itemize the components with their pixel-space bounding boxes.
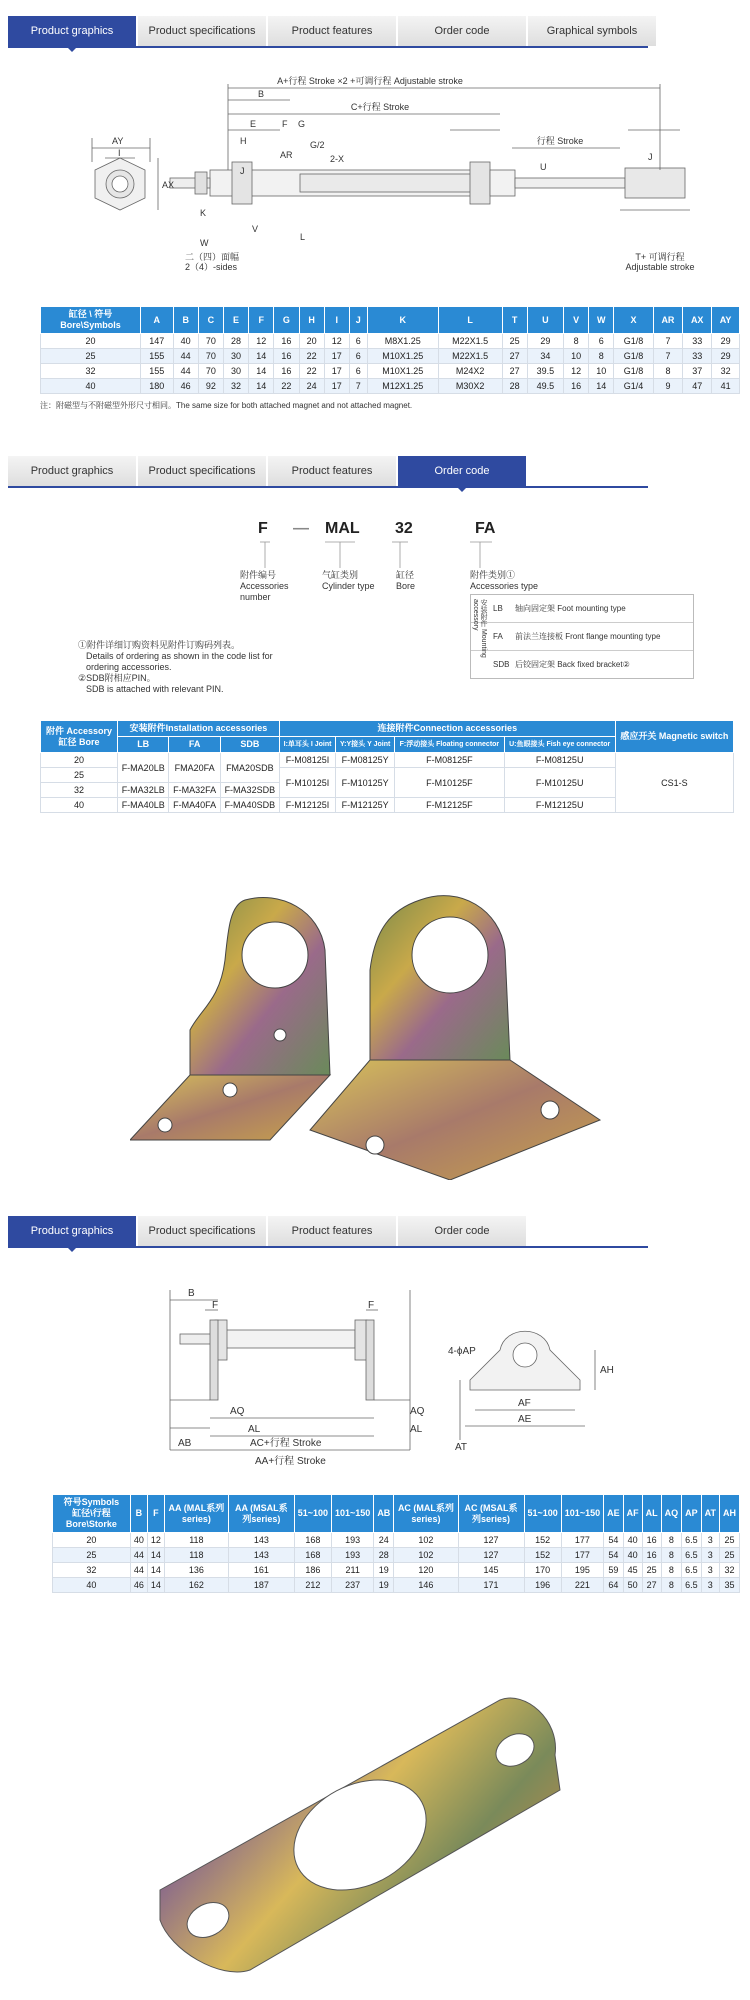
label-2x: 2-X bbox=[330, 154, 345, 164]
label-ay: AY bbox=[112, 136, 124, 146]
code-dash: — bbox=[293, 520, 309, 537]
code-type: FA bbox=[475, 520, 496, 537]
sides-note-en: 2（4）-sides bbox=[185, 262, 238, 272]
tab-order-code[interactable]: Order code bbox=[398, 456, 528, 486]
code-accessory: F bbox=[258, 520, 268, 537]
col-a: A bbox=[140, 307, 173, 334]
col-g: G bbox=[274, 307, 299, 334]
tab-order-code[interactable]: Order code bbox=[398, 1216, 528, 1246]
col-v: V bbox=[564, 307, 589, 334]
label-at: AT bbox=[455, 1442, 468, 1453]
table-row: 25 155 44 70 30 14 16 22 17 6 M10X1.25 M22X1.5 27 34 10 8 G1/8 7 33 29 bbox=[41, 349, 740, 364]
label-accessory-type: 附件类别① Accessories type bbox=[470, 570, 539, 591]
tab-product-specifications[interactable]: Product specifications bbox=[138, 1216, 268, 1246]
tab-underline bbox=[8, 46, 648, 48]
label-al-left: AL bbox=[248, 1424, 261, 1435]
magnetic-switch-value: CS1-S bbox=[615, 753, 733, 813]
label-4-ap: 4-ϕAP bbox=[448, 1346, 476, 1357]
code-leader-lines bbox=[240, 538, 520, 574]
col-t: T bbox=[502, 307, 527, 334]
label-f: F bbox=[282, 119, 288, 129]
tab-graphical-symbols[interactable]: Graphical symbols bbox=[528, 16, 658, 46]
tab-product-graphics[interactable]: Product graphics bbox=[8, 16, 138, 46]
col-w: W bbox=[589, 307, 614, 334]
col-ax: AX bbox=[683, 307, 712, 334]
col-f: F bbox=[249, 307, 274, 334]
label-h: H bbox=[240, 136, 247, 146]
label-cylinder-type: 气缸类别 Cylinder type bbox=[322, 570, 375, 591]
dimension-table bbox=[40, 306, 740, 394]
label-aa-stroke: AA+行程 Stroke bbox=[255, 1456, 326, 1467]
col-l: L bbox=[438, 307, 502, 334]
accessory-code-table: 附件 Accessory 缸径 Bore 安装附件Installation accessories 连接附件Connection accessories 感应开关 Magnetic switch LB FA SDB I:单耳头 I Joint Y:Y接头 Y Joint F:浮动接头 Floating connector U:鱼眼接头 Fish eye connector 20 F-MA20LB FMA20FA FMA20SDB F-M08125I F-M08125Y F-M08125F F-M08125U CS1-S 25 F-M10125I F-M10125Y F-M10125F F-M10125U 32 F-MA32LB F-MA32FA F-MA32SDB 40 F-MA40LB F-MA40FA F-MA40SDB F-M12125I F-M12125Y F-M12125F F-M12125U bbox=[40, 720, 734, 813]
label-ax: AX bbox=[162, 180, 175, 190]
label-accessory-number: 附件编号 Accessories number bbox=[240, 570, 289, 602]
label-f-left: F bbox=[212, 1300, 219, 1311]
label-w: W bbox=[200, 238, 209, 248]
table-row: 40 F-MA40LB F-MA40FA F-MA40SDB F-M12125I F-M12125Y F-M12125F F-M12125U bbox=[41, 798, 734, 813]
label-af: AF bbox=[518, 1398, 531, 1409]
label-u: U bbox=[540, 162, 547, 172]
mounting-accessory-label: 安装附件 Mounting accessory bbox=[472, 599, 487, 658]
label-ac-stroke: AC+行程 Stroke bbox=[250, 1438, 322, 1449]
table-row: 25 F-M10125I F-M10125Y F-M10125F F-M10125U bbox=[41, 768, 734, 783]
tab-product-features[interactable]: Product features bbox=[268, 456, 398, 486]
tab-product-features[interactable]: Product features bbox=[268, 1216, 398, 1246]
table-row: 40 180 46 92 32 14 22 24 17 7 M12X1.25 M30X2 28 49.5 16 14 G1/4 9 47 41 bbox=[41, 379, 740, 394]
label-v: V bbox=[252, 224, 259, 234]
tab-underline bbox=[8, 486, 648, 488]
header-installation: 安装附件Installation accessories bbox=[118, 721, 280, 737]
col-ar: AR bbox=[653, 307, 683, 334]
dim-t-label-2: Adjustable stroke bbox=[625, 262, 695, 272]
header-magnetic-switch: 感应开关 Magnetic switch bbox=[615, 721, 733, 753]
label-ar: AR bbox=[280, 150, 293, 160]
tab-underline bbox=[8, 1246, 648, 1248]
col-b: B bbox=[173, 307, 198, 334]
dim-stroke-label: 行程 Stroke bbox=[536, 136, 584, 146]
flange-plate-photo bbox=[150, 1680, 580, 1980]
list-item: SDB 后铰固定架 Back fixed bracket② bbox=[493, 660, 630, 669]
col-c: C bbox=[198, 307, 223, 334]
label-e: E bbox=[250, 119, 257, 129]
accessory-type-box bbox=[470, 594, 694, 679]
table-row: 32 F-MA32LB F-MA32FA F-MA32SDB bbox=[41, 783, 734, 798]
label-al-right: AL bbox=[410, 1424, 423, 1435]
col-h: H bbox=[299, 307, 324, 334]
col-x: X bbox=[614, 307, 653, 334]
tab-bar-2 bbox=[8, 456, 528, 486]
list-item: FA 前法兰连接板 Front flange mounting type bbox=[471, 623, 693, 651]
label-j: J bbox=[240, 166, 245, 176]
label-i: I bbox=[118, 148, 121, 158]
order-notes: ①附件详细订购资料见附件订购码列表。 Details of ordering as shown in the code list for ordering accessories. ②SDB附相应PIN。 SDB is attached with relevant PIN. bbox=[78, 640, 273, 694]
tab-product-graphics[interactable]: Product graphics bbox=[8, 456, 138, 486]
label-ae: AE bbox=[518, 1414, 532, 1425]
foot-bracket-photo bbox=[130, 890, 630, 1180]
header-connection: 连接附件Connection accessories bbox=[279, 721, 615, 737]
tab-product-graphics[interactable]: Product graphics bbox=[8, 1216, 138, 1246]
header-accessory-bore: 附件 Accessory 缸径 Bore bbox=[41, 721, 118, 753]
label-l: L bbox=[300, 232, 306, 242]
label-g2-left: G/2 bbox=[310, 140, 325, 150]
code-cylinder: MAL bbox=[325, 520, 360, 537]
col-u: U bbox=[527, 307, 563, 334]
tab-product-features[interactable]: Product features bbox=[268, 16, 398, 46]
table-row: 20 147 40 70 28 12 16 20 12 6 M8X1.25 M22X1.5 25 29 8 6 G1/8 7 33 29 bbox=[41, 334, 740, 349]
cylinder-drawing bbox=[0, 70, 750, 290]
col-e: E bbox=[223, 307, 248, 334]
flange-drawing bbox=[0, 1270, 750, 1470]
dim-c-label: C+行程 Stroke bbox=[350, 102, 410, 112]
label-aq-right: AQ bbox=[410, 1406, 425, 1417]
label-b: B bbox=[188, 1288, 195, 1299]
table-row: 20 F-MA20LB FMA20FA FMA20SDB F-M08125I F-M08125Y F-M08125F F-M08125U CS1-S bbox=[41, 753, 734, 768]
col-ay: AY bbox=[712, 307, 740, 334]
tab-bar-1 bbox=[8, 16, 658, 46]
label-b: B bbox=[258, 89, 265, 99]
sides-note-cn: 二（四）面幅 bbox=[185, 252, 240, 262]
header-bore-symbols: 缸径 \ 符号 Bore\Symbols bbox=[41, 307, 141, 334]
tab-order-code[interactable]: Order code bbox=[398, 16, 528, 46]
code-bore: 32 bbox=[395, 520, 413, 537]
label-aq-left: AQ bbox=[230, 1406, 245, 1417]
label-bore: 缸径 Bore bbox=[396, 570, 416, 591]
magnet-note: 注：附磁型与不附磁型外形尺寸相同。The same size for both attached magnet and not attached magnet. bbox=[40, 401, 413, 410]
tab-product-specifications[interactable]: Product specifications bbox=[138, 456, 268, 486]
label-ah: AH bbox=[600, 1365, 614, 1376]
label-ab: AB bbox=[178, 1438, 192, 1449]
tab-product-specifications[interactable]: Product specifications bbox=[138, 16, 268, 46]
table-row: 25 44 14 118 143 168 193 28 102 127 152 177 54 40 16 8 6.5 3 25 bbox=[53, 1548, 740, 1563]
table-row: 20 40 12 118 143 168 193 24 102 127 152 177 54 40 16 8 6.5 3 25 bbox=[53, 1533, 740, 1548]
table-row: 32 155 44 70 30 14 16 22 17 6 M10X1.25 M24X2 27 39.5 12 10 G1/8 8 37 32 bbox=[41, 364, 740, 379]
table-row: 40 46 14 162 187 212 237 19 146 171 196 221 64 50 27 8 6.5 3 35 bbox=[53, 1578, 740, 1593]
tab-bar-3 bbox=[8, 1216, 528, 1246]
dim-t-label: T+ 可调行程 bbox=[635, 252, 685, 262]
col-i: I bbox=[324, 307, 349, 334]
col-k: K bbox=[367, 307, 438, 334]
label-k: K bbox=[200, 208, 207, 218]
list-item: LB 轴向固定架 Foot mounting type bbox=[471, 595, 693, 623]
dim-total-label: A+行程 Stroke ×2 +可调行程 Adjustable stroke bbox=[277, 76, 463, 86]
table-row: 32 44 14 136 161 186 211 19 120 145 170 195 59 45 25 8 6.5 3 32 bbox=[53, 1563, 740, 1578]
col-j: J bbox=[349, 307, 367, 334]
label-f-right: F bbox=[368, 1300, 375, 1311]
header-symbols: 符号Symbols 缸径\行程 Bore\Storke bbox=[53, 1495, 131, 1533]
label-g: G bbox=[298, 119, 306, 129]
flange-dimension-table: 符号Symbols 缸径\行程 Bore\Storke B F AA (MAL系列 series) AA (MSAL系列series) 51~100 101~150 AB AC (MAL系列 series) AC (MSAL系列series) 51~100 101~150 AE AF AL AQ AP AT AH 20 40 12 118 143 168 193 24 102 127 152 177 54 40 16 8 6.5 3 25 25 44 14 118 143 168 193 28 102 127 152 177 54 40 16 8 6.5 3 25 32 44 14 136 161 186 211 19 120 145 170 195 59 45 25 8 6.5 3 32 40 46 14 162 187 212 237 19 146 171 196 221 64 50 27 8 6.5 3 35 bbox=[52, 1494, 740, 1593]
label-j-right: J bbox=[648, 152, 653, 162]
